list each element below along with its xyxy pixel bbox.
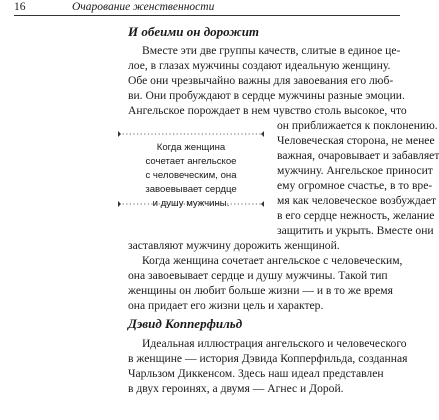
section-heading: И обеими он дорожит <box>128 24 260 39</box>
text-line: лое, в глазах мужчины создают идеальную женщину. <box>128 59 391 72</box>
text-line: завоевывает сердце <box>145 184 237 195</box>
pull-quote <box>118 130 264 212</box>
paragraph-wrap <box>277 118 439 238</box>
text-line: с человеческим, она <box>145 170 237 181</box>
text-line: женщины он любит больше жизни — и в то же время <box>128 284 393 297</box>
text-line: Когда женщина <box>156 142 226 153</box>
paragraph <box>128 336 407 396</box>
section-heading: Дэвид Копперфильд <box>128 316 243 331</box>
page-header <box>0 0 420 16</box>
paragraph <box>128 43 407 118</box>
text-line: Ангельское порождает в нем чувство столь высокое, что <box>128 104 407 117</box>
text-line: она придает его жизни цель и характер. <box>128 299 324 312</box>
text-line: Когда женщина сочетает ангельское с человеческим, <box>142 254 403 267</box>
text-line: и душу мужчины. <box>152 198 230 209</box>
text-line: Обе они чрезвычайно важны для завоевания его люб- <box>128 74 394 87</box>
text-line: Вместе эти две группы качеств, слитые в единое це- <box>142 44 401 57</box>
text-line: Чарльзом Диккенсом. Здесь наш идеал представлен <box>128 367 384 380</box>
text-line: заставляют мужчину дорожить женщиной. <box>128 239 340 252</box>
text-line: сочетает ангельское <box>145 156 237 167</box>
paragraph <box>128 238 402 313</box>
text-line: Человеческая сторона, не менее <box>277 134 435 147</box>
running-title: Очарование женственности <box>72 1 215 13</box>
header-rule <box>14 15 400 16</box>
text-line: в женщине — история Дэвида Копперфильда, созданная <box>128 352 408 365</box>
text-line: в его сердце нежность, желание <box>277 209 435 222</box>
text-line: важная, очаровывает и забавляет <box>277 149 439 162</box>
text-line: защитить и укрыть. Вместе они <box>277 224 434 237</box>
text-line: мя как человеческое возбуждает <box>277 194 437 207</box>
text-line: в двух героинях, а двумя — Агнес и Дорой. <box>128 382 344 395</box>
text-line: ему огромное счастье, в то вре- <box>277 179 433 192</box>
text-line: мужчину. Ангельское приносит <box>277 164 433 177</box>
text-line: ви. Они пробуждают в сердце мужчины разные эмоции. <box>128 89 405 102</box>
ornament-rule-bottom <box>118 200 264 208</box>
text-line: она завоевывает сердце и душу мужчины. Такой тип <box>128 269 388 282</box>
ornament-rule-top <box>118 130 264 138</box>
text-line: Идеальная иллюстрация ангельского и человеческого <box>142 337 407 350</box>
text-line: он приближается к поклонению. <box>277 119 438 132</box>
page-number: 16 <box>14 1 26 13</box>
